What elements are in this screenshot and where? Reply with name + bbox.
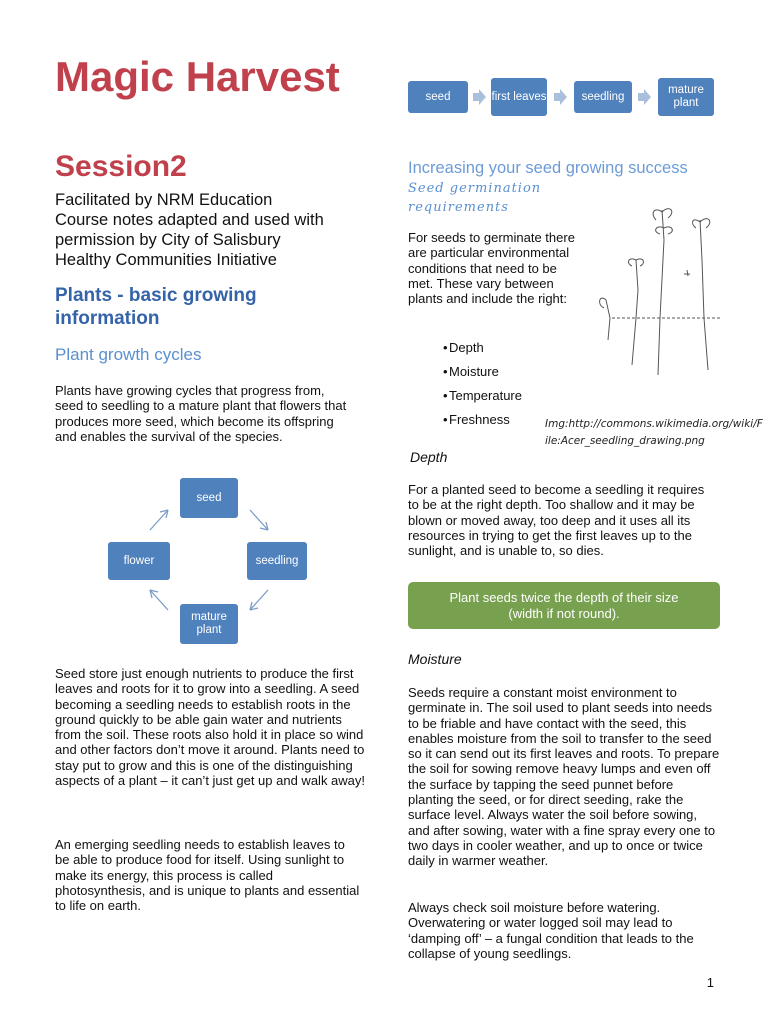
depth-paragraph: For a planted seed to become a seedling it requires to be at the right depth. Too shallow and it may be blown or moved away, too deep and it uses all its resources in trying to get the first leaves up to the sunlight, and is unable to, so dies. xyxy=(408,482,705,559)
subheading-germination: Seed germination requirements xyxy=(408,181,542,215)
credit-line: Course notes adapted and used with xyxy=(55,211,324,229)
intro-paragraph: Plants have growing cycles that progress from, seed to seedling to a mature plant that flowers that produces more seed, which become its offspring and enables the survival of the species. xyxy=(55,383,347,444)
photosynthesis-paragraph: An emerging seedling needs to establish leaves to be able to produce food for itself. Using sunlight to make its energy, this process is called photosynthesis, and is unique to plants and essential to life on earth. xyxy=(55,837,360,914)
list-item: •Temperature xyxy=(443,388,522,403)
document-title: Magic Harvest xyxy=(55,53,340,100)
cycle-node-mature-plant: mature plant xyxy=(180,604,238,644)
tip-line: Plant seeds twice the depth of their size xyxy=(449,589,679,605)
requirement-moisture: Moisture xyxy=(449,364,499,379)
germination-intro: For seeds to germinate there are particular environmental conditions that need to be met. These vary between plants and include the right: xyxy=(408,230,575,307)
section-heading: Plants - basic growing information xyxy=(55,285,257,329)
heading-seed-success: Increasing your seed growing success xyxy=(408,159,688,177)
seed-nutrients-paragraph: Seed store just enough nutrients to produce the first leaves and roots for it to grow into a seedling. A seed becoming a seedling needs to establish roots in the ground quickly to be able gain water and nutrients from the soil. These roots also hold it in place so wind and other factors don’t move it around. Plants need to stay put to grow and this is one of the distinguishing aspects of a plant – it can’t just get up and walk away! xyxy=(55,666,366,789)
requirement-temperature: Temperature xyxy=(449,388,522,403)
watering-paragraph: Always check soil moisture before watering. Overwatering or water logged soil may lead to ‘damping off’ – a fungal condition that leads to the collapse of young seedlings. xyxy=(408,900,694,961)
growth-flow xyxy=(408,78,728,116)
depth-tip-box xyxy=(408,582,720,629)
flow-step-seed: seed xyxy=(408,81,468,113)
tip-line: (width if not round). xyxy=(508,605,620,621)
list-item: •Moisture xyxy=(443,364,499,379)
moisture-heading: Moisture xyxy=(408,651,462,667)
requirement-depth: Depth xyxy=(449,340,484,355)
flow-step-first-leaves: first leaves xyxy=(491,78,547,116)
flow-arrows xyxy=(408,78,728,116)
depth-heading: Depth xyxy=(410,449,448,465)
subheading-growth-cycles: Plant growth cycles xyxy=(55,345,202,364)
cycle-arrows xyxy=(100,470,320,645)
session-label: Session2 xyxy=(55,150,187,183)
credit-line: Healthy Communities Initiative xyxy=(55,251,277,269)
growth-cycle-diagram xyxy=(100,470,320,645)
page-number: 1 xyxy=(706,975,714,990)
flow-step-seedling: seedling xyxy=(574,81,632,113)
seedling-drawing xyxy=(592,200,722,380)
cycle-node-seedling: seedling xyxy=(247,542,307,580)
credit-line: Facilitated by NRM Education xyxy=(55,191,273,209)
flow-step-mature-plant: mature plant xyxy=(658,78,714,116)
cycle-node-flower: flower xyxy=(108,542,170,580)
list-item: •Freshness xyxy=(443,412,510,427)
requirement-freshness: Freshness xyxy=(449,412,510,427)
moisture-paragraph: Seeds require a constant moist environment to germinate in. The soil used to plant seeds into needs to be friable and have contact with the seed, this enables moisture from the soil to transfer to the seed so it can send out its first leaves and roots. To prepare the soil for sowing remove heavy lumps and even off the surface by tapping the seed punnet before planting the seed, or for direct seeding, rake the surface level. Always water the soil before sowing, and after sowing, water with a fine spray every one to two days in cooler weather, and up to once or twice daily in warmer weather. xyxy=(408,685,720,869)
cycle-node-seed: seed xyxy=(180,478,238,518)
image-caption: Img:http://commons.wikimedia.org/wiki/File:Acer_seedling_drawing.png xyxy=(545,418,763,447)
credit-line: permission by City of Salisbury xyxy=(55,231,281,249)
list-item: •Depth xyxy=(443,340,484,355)
facilitator-credit xyxy=(55,190,375,270)
